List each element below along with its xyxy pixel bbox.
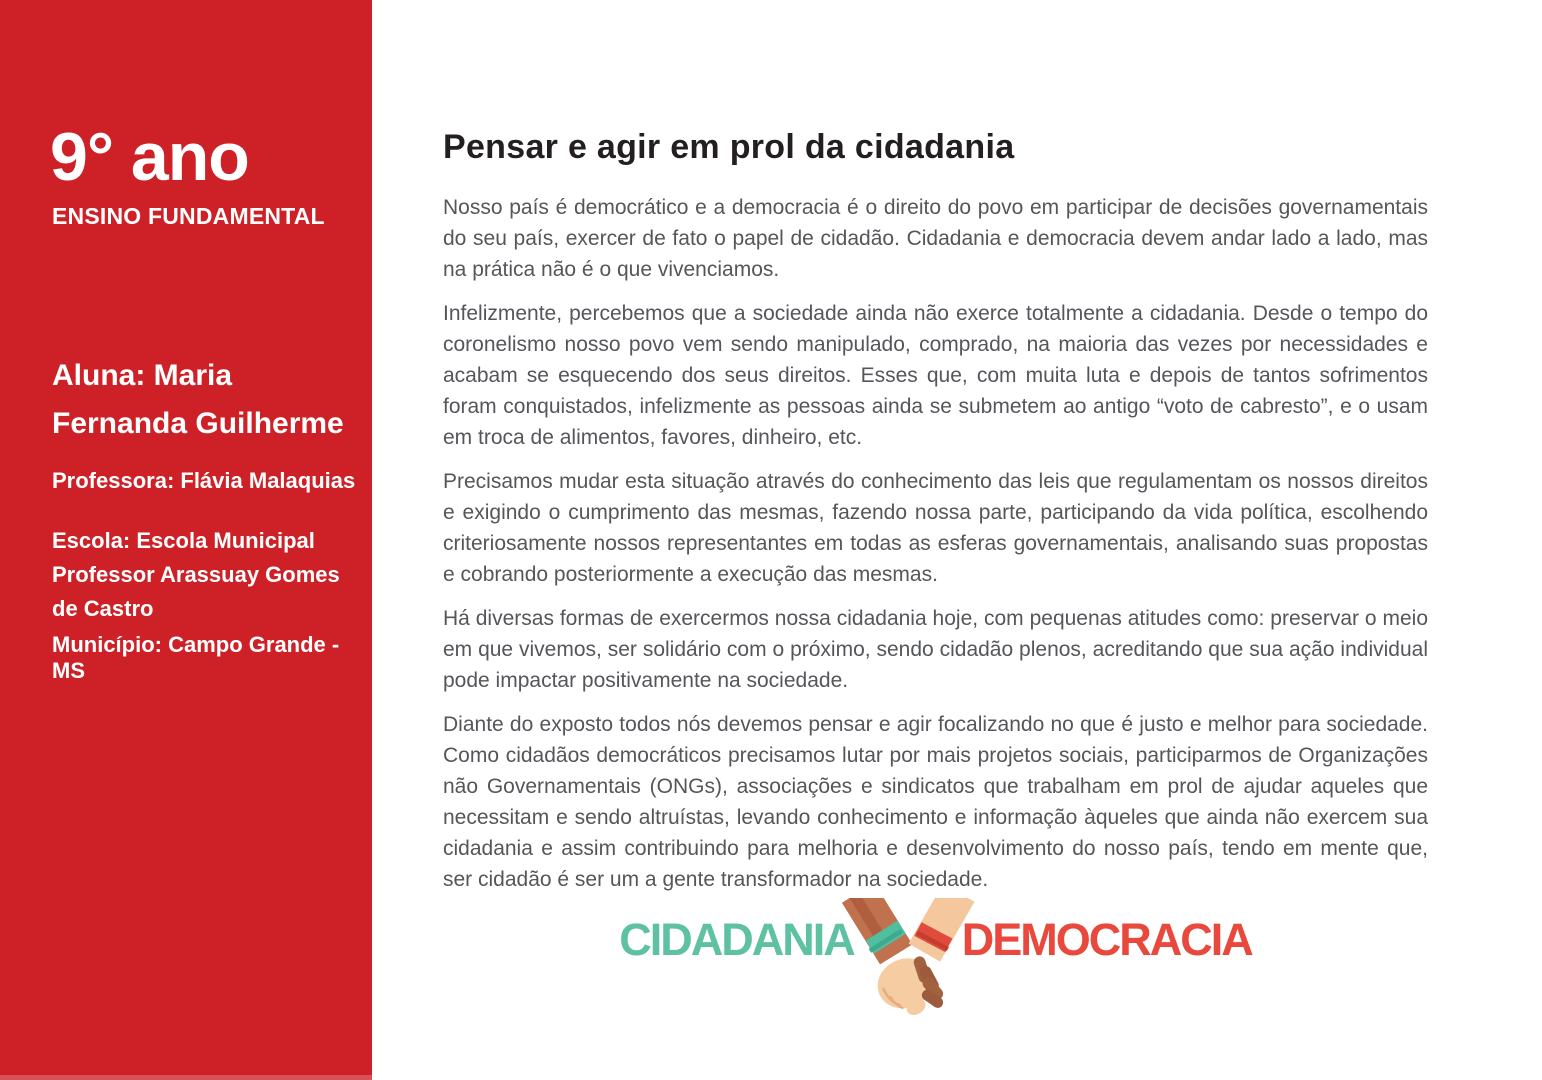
- article: [443, 0, 1428, 1080]
- sidebar: [0, 0, 372, 1080]
- education-level: ENSINO FUNDAMENTAL: [52, 203, 325, 229]
- democracia-wordmark: DEMOCRACIA: [961, 914, 1252, 965]
- paragraph: Nosso país é democrático e a democracia é o direito do povo em participar de decisões governamentais do seu país, exercer de fato o papel de cidadão. Cidadania e democracia devem andar lado a lado, mas na prática não é o que vivenciamos.: [443, 196, 1428, 281]
- article-title: Pensar e agir em prol da cidadania: [443, 128, 1015, 166]
- paragraph: Infelizmente, percebemos que a sociedade ainda não exerce totalmente a cidadania. Desde o tempo do coronelismo nosso povo vem sendo manipulado, comprado, na maioria das vezes por necessidades e acabam se esquecendo dos seus direitos. Esses que, com muita luta e depois de tantos sofrimentos foram conquistados, infelizmente as pessoas ainda se submetem ao antigo “voto de cabresto”, e o usam em troca de alimentos, favores, dinheiro, etc.: [443, 302, 1428, 449]
- student-name: Aluna: Maria Fernanda Guilherme: [52, 359, 344, 440]
- school-name: Escola: Escola Municipal Professor Arassuay Gomes de Castro: [52, 528, 340, 621]
- paragraph: Há diversas formas de exercermos nossa cidadania hoje, com pequenas atitudes como: preservar o meio em que vivemos, ser solidário com o próximo, sendo cidadão plenos, acreditando que sua ação individual pode impactar positivamente na sociedade.: [443, 607, 1428, 692]
- handshake-icon: [840, 898, 976, 1038]
- footer-logo: [443, 898, 1428, 1038]
- teacher-name: Professora: Flávia Malaquias: [52, 468, 356, 493]
- grade-title: 9° ano: [50, 119, 249, 195]
- paragraph: Diante do exposto todos nós devemos pensar e agir focalizando no que é justo e melhor para sociedade. Como cidadãos democráticos precisamos lutar por mais projetos sociais, participarmos de Organizações não Governamentais (ONGs), associações e sindicatos que trabalham em prol de ajudar aqueles que necessitam e sendo altruístas, levando conhecimento e informação àqueles que ainda não exercem sua cidadania e assim contribuindo para melhoria e desenvolvimento do nosso país, tendo em mente que, ser cidadão é ser um a gente transformador na sociedade.: [443, 713, 1428, 891]
- paragraph: Precisamos mudar esta situação através do conhecimento das leis que regulamentam os nossos direitos e exigindo o cumprimento das mesmas, fazendo nossa parte, participando da vida política, escolhendo criteriosamente nossos representantes em todas as esferas governamentais, analisando suas propostas e cobrando posteriormente a execução das mesmas.: [443, 470, 1428, 586]
- cidadania-wordmark: CIDADANIA: [619, 914, 854, 965]
- article-body: [443, 192, 1428, 908]
- municipality: Município: Campo Grande - MS: [52, 632, 340, 683]
